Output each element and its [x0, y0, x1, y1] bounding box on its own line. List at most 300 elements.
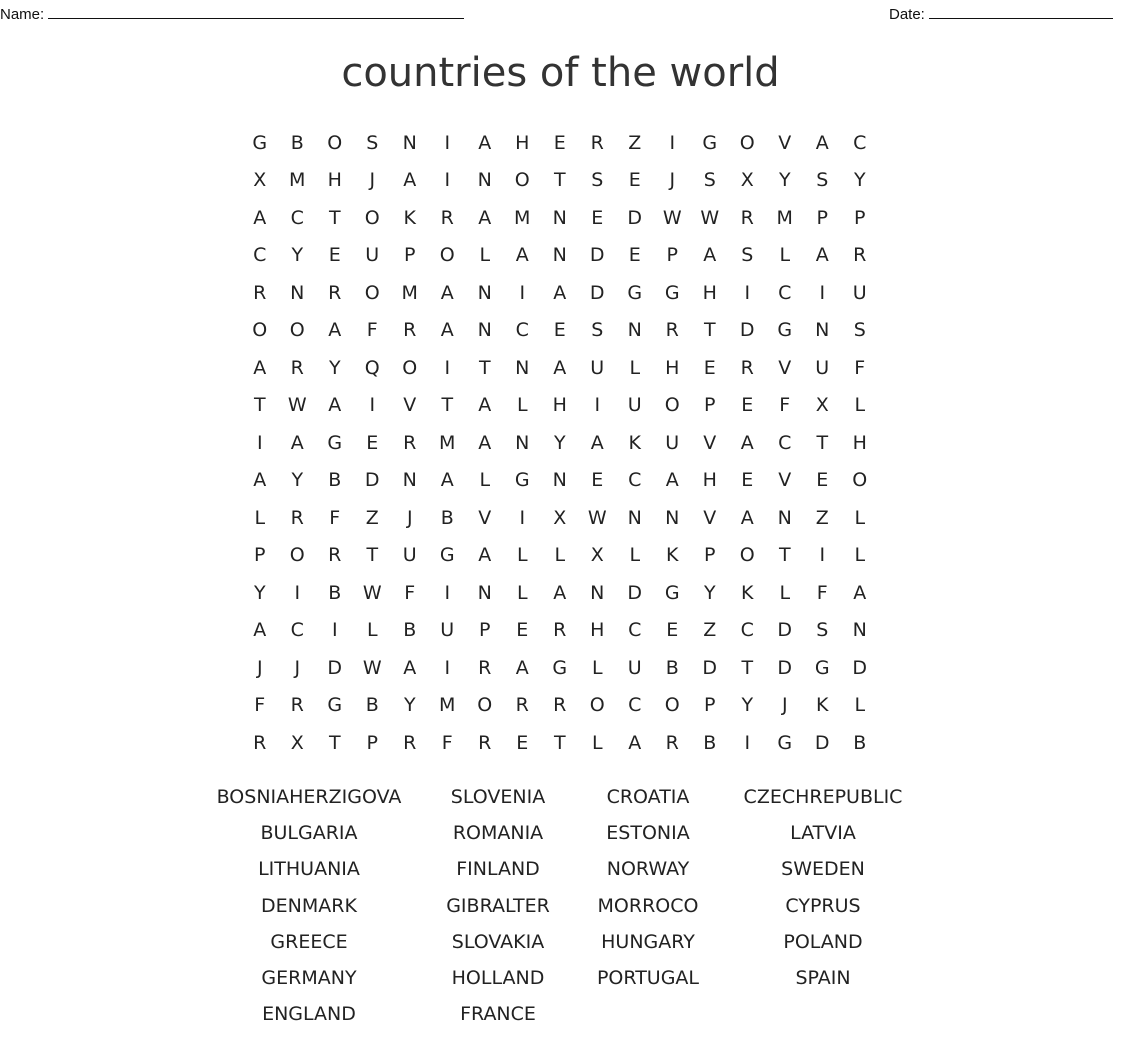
grid-letter[interactable]: K [741, 581, 754, 604]
grid-letter[interactable]: Y [853, 169, 866, 192]
grid-letter[interactable]: R [290, 506, 304, 529]
grid-letter[interactable]: L [854, 506, 866, 529]
grid-letter[interactable]: T [816, 431, 829, 454]
grid-letter[interactable]: R [740, 356, 754, 379]
grid-letter[interactable]: S [703, 169, 716, 192]
grid-letter[interactable]: J [294, 656, 301, 679]
grid-letter[interactable]: L [591, 656, 603, 679]
grid-letter[interactable]: A [328, 319, 342, 342]
grid-letter[interactable]: A [553, 281, 567, 304]
grid-letter[interactable]: O [739, 544, 755, 567]
grid-letter[interactable]: I [519, 506, 526, 529]
grid-letter[interactable]: K [628, 431, 641, 454]
grid-letter[interactable]: B [365, 694, 379, 717]
grid-letter[interactable]: A [440, 319, 454, 342]
grid-letter[interactable]: E [666, 619, 679, 642]
grid-letter[interactable]: R [853, 244, 867, 267]
grid-letter[interactable]: O [514, 169, 530, 192]
grid-letter[interactable]: R [665, 319, 679, 342]
grid-letter[interactable]: T [328, 731, 341, 754]
grid-letter[interactable]: Y [553, 431, 566, 454]
grid-letter[interactable]: B [440, 506, 454, 529]
grid-letter[interactable]: L [479, 244, 491, 267]
grid-letter[interactable]: S [741, 244, 754, 267]
grid-letter[interactable]: R [403, 319, 417, 342]
grid-letter[interactable]: D [627, 581, 643, 604]
grid-letter[interactable]: V [778, 356, 792, 379]
grid-letter[interactable]: M [514, 206, 531, 229]
grid-letter[interactable]: R [740, 206, 754, 229]
grid-letter[interactable]: I [444, 356, 451, 379]
grid-letter[interactable]: H [665, 356, 680, 379]
grid-letter[interactable]: C [778, 281, 792, 304]
grid-letter[interactable]: A [253, 469, 267, 492]
grid-letter[interactable]: R [253, 281, 267, 304]
grid-letter[interactable]: S [853, 319, 866, 342]
word-list-item: GIBRALTER [446, 894, 550, 917]
grid-letter[interactable]: T [778, 544, 791, 567]
grid-letter[interactable]: R [440, 206, 454, 229]
grid-letter[interactable]: P [666, 244, 678, 267]
grid-letter[interactable]: J [669, 169, 676, 192]
grid-letter[interactable]: W [700, 206, 720, 229]
grid-letter[interactable]: U [590, 356, 605, 379]
grid-letter[interactable]: M [289, 169, 306, 192]
grid-letter[interactable]: P [366, 731, 378, 754]
grid-letter[interactable]: R [553, 619, 567, 642]
grid-letter[interactable]: A [478, 544, 492, 567]
grid-letter[interactable]: L [254, 506, 266, 529]
grid-letter[interactable]: A [553, 581, 567, 604]
grid-letter[interactable]: D [589, 244, 605, 267]
grid-letter[interactable]: R [403, 431, 417, 454]
grid-letter[interactable]: V [703, 431, 717, 454]
grid-letter[interactable]: B [290, 131, 304, 154]
grid-letter[interactable]: G [777, 731, 793, 754]
grid-letter[interactable]: A [665, 469, 679, 492]
grid-letter[interactable]: A [515, 244, 529, 267]
grid-letter[interactable]: I [744, 281, 751, 304]
grid-letter[interactable]: N [590, 581, 605, 604]
grid-letter[interactable]: A [703, 244, 717, 267]
grid-letter[interactable]: B [328, 469, 342, 492]
grid-letter[interactable]: V [403, 394, 417, 417]
grid-letter[interactable]: Y [291, 469, 304, 492]
grid-letter[interactable]: F [404, 581, 416, 604]
grid-letter[interactable]: P [404, 244, 416, 267]
name-field[interactable] [0, 4, 464, 23]
grid-letter[interactable]: I [256, 431, 263, 454]
grid-letter[interactable]: P [816, 206, 828, 229]
grid-letter[interactable]: O [364, 206, 380, 229]
grid-letter[interactable]: L [854, 394, 866, 417]
grid-letter[interactable]: R [290, 694, 304, 717]
grid-letter[interactable]: E [516, 731, 529, 754]
grid-letter[interactable]: B [703, 731, 717, 754]
grid-letter[interactable]: C [515, 319, 529, 342]
grid-letter[interactable]: M [439, 694, 456, 717]
grid-letter[interactable]: U [627, 394, 642, 417]
grid-letter[interactable]: J [406, 506, 413, 529]
grid-letter[interactable]: L [779, 581, 791, 604]
grid-letter[interactable]: Z [628, 131, 642, 154]
grid-letter[interactable]: H [515, 131, 530, 154]
grid-letter[interactable]: I [331, 619, 338, 642]
word-list-item: BOSNIAHERZIGOVA [216, 786, 402, 808]
grid-letter[interactable]: A [515, 656, 529, 679]
grid-letter[interactable]: E [703, 356, 716, 379]
grid-letter[interactable]: S [816, 619, 829, 642]
grid-letter[interactable]: D [327, 656, 343, 679]
grid-letter[interactable]: N [852, 619, 867, 642]
grid-letter[interactable]: R [290, 356, 304, 379]
grid-letter[interactable]: I [444, 169, 451, 192]
grid-letter[interactable]: M [401, 281, 418, 304]
grid-letter[interactable]: I [444, 656, 451, 679]
grid-letter[interactable]: R [665, 731, 679, 754]
grid-letter[interactable]: H [852, 431, 867, 454]
grid-letter[interactable]: G [514, 469, 530, 492]
grid-letter[interactable]: N [515, 356, 530, 379]
grid-letter[interactable]: R [478, 656, 492, 679]
grid-letter[interactable]: N [552, 469, 567, 492]
grid-letter[interactable]: W [587, 506, 607, 529]
grid-letter[interactable]: C [853, 131, 867, 154]
grid-letter[interactable]: N [402, 131, 417, 154]
grid-letter[interactable]: E [628, 169, 641, 192]
grid-letter[interactable]: P [254, 544, 266, 567]
grid-letter[interactable]: G [552, 656, 568, 679]
grid-letter[interactable]: E [741, 469, 754, 492]
grid-letter[interactable]: M [776, 206, 793, 229]
grid-letter[interactable]: A [403, 169, 417, 192]
grid-letter[interactable]: A [590, 431, 604, 454]
grid-letter[interactable]: X [290, 731, 304, 754]
grid-letter[interactable]: E [366, 431, 379, 454]
grid-letter[interactable]: B [328, 581, 342, 604]
grid-letter[interactable]: S [816, 169, 829, 192]
grid-letter[interactable]: D [814, 731, 830, 754]
grid-letter[interactable]: I [744, 731, 751, 754]
grid-letter[interactable]: U [665, 431, 680, 454]
grid-letter[interactable]: J [781, 694, 788, 717]
grid-letter[interactable]: A [553, 356, 567, 379]
grid-letter[interactable]: B [853, 731, 867, 754]
grid-letter[interactable]: W [362, 656, 382, 679]
grid-letter[interactable]: J [369, 169, 376, 192]
grid-letter[interactable]: C [628, 694, 642, 717]
grid-letter[interactable]: I [519, 281, 526, 304]
grid-letter[interactable]: R [403, 731, 417, 754]
grid-letter[interactable]: G [252, 131, 268, 154]
grid-letter[interactable]: Y [403, 694, 416, 717]
word-list-item: CZECHREPUBLIC [743, 786, 903, 808]
grid-letter[interactable]: R [253, 731, 267, 754]
grid-letter[interactable]: S [366, 131, 379, 154]
grid-letter[interactable]: P [704, 394, 716, 417]
grid-letter[interactable]: U [815, 356, 830, 379]
grid-letter[interactable]: C [290, 619, 304, 642]
grid-letter[interactable]: A [815, 244, 829, 267]
grid-letter[interactable]: G [327, 431, 343, 454]
grid-letter[interactable]: Y [253, 581, 266, 604]
grid-letter[interactable]: P [479, 619, 491, 642]
grid-letter[interactable]: L [629, 356, 641, 379]
grid-letter[interactable]: M [439, 431, 456, 454]
grid-letter[interactable]: S [591, 319, 604, 342]
grid-letter[interactable]: U [365, 244, 380, 267]
grid-letter[interactable]: H [590, 619, 605, 642]
grid-letter[interactable]: X [815, 394, 829, 417]
grid-letter[interactable]: A [253, 356, 267, 379]
grid-letter[interactable]: T [253, 394, 266, 417]
grid-letter[interactable]: F [366, 319, 378, 342]
grid-letter[interactable]: O [327, 131, 343, 154]
grid-letter[interactable]: W [287, 394, 307, 417]
grid-letter[interactable]: X [253, 169, 267, 192]
grid-letter[interactable]: A [253, 206, 267, 229]
grid-letter[interactable]: E [516, 619, 529, 642]
grid-letter[interactable]: Z [815, 506, 829, 529]
grid-letter[interactable]: L [854, 694, 866, 717]
grid-letter[interactable]: A [740, 506, 754, 529]
grid-letter[interactable]: F [329, 506, 341, 529]
grid-letter[interactable]: C [628, 469, 642, 492]
grid-letter[interactable]: F [779, 394, 791, 417]
grid-letter[interactable]: L [629, 544, 641, 567]
grid-letter[interactable]: Y [703, 581, 716, 604]
grid-letter[interactable]: D [702, 656, 718, 679]
grid-letter[interactable]: L [516, 394, 528, 417]
grid-letter[interactable]: L [516, 544, 528, 567]
grid-letter[interactable]: I [444, 131, 451, 154]
grid-letter[interactable]: N [627, 319, 642, 342]
grid-letter[interactable]: K [403, 206, 416, 229]
grid-letter[interactable]: T [366, 544, 379, 567]
grid-letter[interactable]: D [627, 206, 643, 229]
grid-letter[interactable]: E [741, 394, 754, 417]
grid-letter[interactable]: L [516, 581, 528, 604]
grid-letter[interactable]: S [591, 169, 604, 192]
grid-letter[interactable]: I [819, 544, 826, 567]
grid-letter[interactable]: F [441, 731, 453, 754]
grid-letter[interactable]: A [253, 619, 267, 642]
grid-letter[interactable]: U [440, 619, 455, 642]
date-line[interactable] [929, 4, 1113, 19]
grid-letter[interactable]: Z [365, 506, 379, 529]
grid-letter[interactable]: R [328, 544, 342, 567]
grid-letter[interactable]: J [256, 656, 263, 679]
grid-letter[interactable]: V [778, 469, 792, 492]
grid-letter[interactable]: A [628, 731, 642, 754]
grid-letter[interactable]: L [554, 544, 566, 567]
grid-letter[interactable]: O [477, 694, 493, 717]
grid-letter[interactable]: V [703, 506, 717, 529]
grid-letter[interactable]: I [819, 281, 826, 304]
grid-letter[interactable]: P [704, 544, 716, 567]
grid-letter[interactable]: O [852, 469, 868, 492]
grid-letter[interactable]: D [777, 619, 793, 642]
grid-letter[interactable]: C [253, 244, 267, 267]
grid-letter[interactable]: W [662, 206, 682, 229]
grid-letter[interactable]: A [440, 469, 454, 492]
name-line[interactable] [48, 4, 464, 19]
grid-letter[interactable]: A [478, 206, 492, 229]
grid-letter[interactable]: N [552, 244, 567, 267]
grid-letter[interactable]: G [327, 694, 343, 717]
grid-letter[interactable]: N [665, 506, 680, 529]
grid-letter[interactable]: C [740, 619, 754, 642]
grid-letter[interactable]: D [777, 656, 793, 679]
grid-letter[interactable]: A [815, 131, 829, 154]
grid-letter[interactable]: G [439, 544, 455, 567]
grid-letter[interactable]: G [627, 281, 643, 304]
grid-letter[interactable]: A [440, 281, 454, 304]
grid-letter[interactable]: E [816, 469, 829, 492]
grid-letter[interactable]: E [553, 319, 566, 342]
grid-letter[interactable]: A [478, 131, 492, 154]
grid-letter[interactable]: V [478, 506, 492, 529]
grid-letter[interactable]: G [664, 581, 680, 604]
grid-letter[interactable]: A [853, 581, 867, 604]
grid-letter[interactable]: C [290, 206, 304, 229]
grid-letter[interactable]: O [439, 244, 455, 267]
grid-letter[interactable]: X [740, 169, 754, 192]
grid-letter[interactable]: U [402, 544, 417, 567]
grid-letter[interactable]: E [628, 244, 641, 267]
grid-letter[interactable]: N [402, 469, 417, 492]
grid-letter[interactable]: L [366, 619, 378, 642]
grid-letter[interactable]: A [403, 656, 417, 679]
grid-letter[interactable]: L [591, 731, 603, 754]
grid-letter[interactable]: R [515, 694, 529, 717]
grid-letter[interactable]: A [290, 431, 304, 454]
grid-letter[interactable]: K [666, 544, 679, 567]
grid-letter[interactable]: E [591, 469, 604, 492]
grid-letter[interactable]: R [328, 281, 342, 304]
grid-letter[interactable]: L [779, 244, 791, 267]
grid-letter[interactable]: O [289, 319, 305, 342]
grid-letter[interactable]: R [553, 694, 567, 717]
grid-letter[interactable]: G [702, 131, 718, 154]
grid-letter[interactable]: I [669, 131, 676, 154]
grid-letter[interactable]: N [777, 506, 792, 529]
grid-letter[interactable]: T [441, 394, 454, 417]
grid-letter[interactable]: T [741, 656, 754, 679]
grid-letter[interactable]: Z [703, 619, 717, 642]
grid-letter[interactable]: H [702, 469, 717, 492]
grid-letter[interactable]: O [289, 544, 305, 567]
grid-letter[interactable]: T [478, 356, 491, 379]
grid-letter[interactable]: C [778, 431, 792, 454]
grid-letter[interactable]: O [664, 394, 680, 417]
grid-letter[interactable]: U [852, 281, 867, 304]
grid-letter[interactable]: O [252, 319, 268, 342]
grid-letter[interactable]: A [328, 394, 342, 417]
grid-letter[interactable]: H [327, 169, 342, 192]
grid-letter[interactable]: O [589, 694, 605, 717]
grid-letter[interactable]: N [815, 319, 830, 342]
grid-letter[interactable]: I [594, 394, 601, 417]
grid-letter[interactable]: P [854, 206, 866, 229]
grid-letter[interactable]: G [814, 656, 830, 679]
grid-letter[interactable]: D [852, 656, 868, 679]
grid-letter[interactable]: A [740, 431, 754, 454]
grid-letter[interactable]: O [664, 694, 680, 717]
grid-letter[interactable]: F [816, 581, 828, 604]
grid-letter[interactable]: E [553, 131, 566, 154]
grid-letter[interactable]: I [294, 581, 301, 604]
grid-letter[interactable]: N [627, 506, 642, 529]
grid-letter[interactable]: N [477, 169, 492, 192]
grid-letter[interactable]: A [478, 431, 492, 454]
grid-letter[interactable]: Y [741, 694, 754, 717]
grid-letter[interactable]: N [552, 206, 567, 229]
grid-letter[interactable]: H [702, 281, 717, 304]
grid-letter[interactable]: R [478, 731, 492, 754]
grid-letter[interactable]: F [254, 694, 266, 717]
grid-letter[interactable]: I [444, 581, 451, 604]
grid-letter[interactable]: D [739, 319, 755, 342]
grid-letter[interactable]: D [589, 281, 605, 304]
grid-letter[interactable]: C [628, 619, 642, 642]
grid-letter[interactable]: I [369, 394, 376, 417]
grid-letter[interactable]: E [591, 206, 604, 229]
grid-letter[interactable]: E [328, 244, 341, 267]
grid-letter[interactable]: N [290, 281, 305, 304]
date-field[interactable] [889, 4, 1113, 23]
grid-letter[interactable]: Q [364, 356, 380, 379]
grid-letter[interactable]: A [478, 394, 492, 417]
grid-letter[interactable]: T [553, 731, 566, 754]
grid-letter[interactable]: O [402, 356, 418, 379]
word-list-item: LITHUANIA [258, 858, 360, 881]
grid-letter[interactable]: D [364, 469, 380, 492]
grid-letter[interactable]: O [739, 131, 755, 154]
grid-letter[interactable]: U [627, 656, 642, 679]
grid-letter[interactable]: N [515, 431, 530, 454]
grid-letter[interactable]: G [664, 281, 680, 304]
grid-letter[interactable]: Y [328, 356, 341, 379]
word-list-item: SLOVENIA [450, 786, 546, 808]
grid-letter[interactable]: L [854, 544, 866, 567]
name-label: Name: [0, 6, 45, 23]
grid-letter[interactable]: N [477, 581, 492, 604]
grid-letter[interactable]: X [590, 544, 604, 567]
grid-letter[interactable]: F [854, 356, 866, 379]
grid-letter[interactable]: T [328, 206, 341, 229]
grid-letter[interactable]: Y [291, 244, 304, 267]
grid-letter[interactable]: N [477, 281, 492, 304]
grid-letter[interactable]: N [477, 319, 492, 342]
grid-letter[interactable]: G [777, 319, 793, 342]
grid-letter[interactable]: B [665, 656, 679, 679]
grid-letter[interactable]: R [590, 131, 604, 154]
grid-letter[interactable]: X [553, 506, 567, 529]
letter-grid [241, 124, 879, 762]
grid-letter[interactable]: K [816, 694, 829, 717]
grid-letter[interactable]: L [479, 469, 491, 492]
grid-letter[interactable]: H [552, 394, 567, 417]
grid-letter[interactable]: O [364, 281, 380, 304]
grid-letter[interactable]: Y [778, 169, 791, 192]
grid-letter[interactable]: B [403, 619, 417, 642]
grid-letter[interactable]: W [362, 581, 382, 604]
grid-letter[interactable]: P [704, 694, 716, 717]
grid-letter[interactable]: V [778, 131, 792, 154]
grid-letter[interactable]: T [703, 319, 716, 342]
grid-letter[interactable]: T [553, 169, 566, 192]
